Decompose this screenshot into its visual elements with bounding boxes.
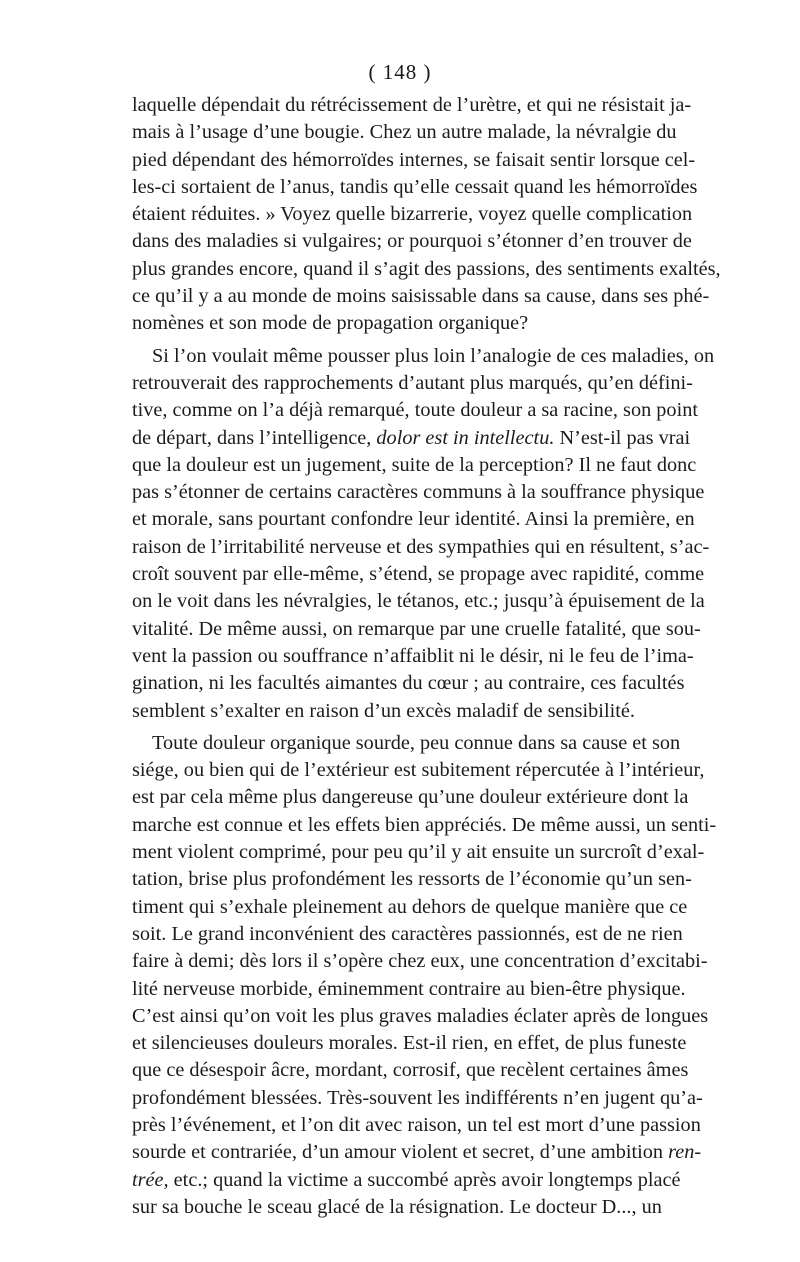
text-line: C’est ainsi qu’on voit les plus graves maladies éclater après de longues <box>132 1004 709 1027</box>
text-line: étaient réduites. » Voyez quelle bizarrerie, voyez quelle complication <box>132 203 693 226</box>
text-line: gination, ni les facultés aimantes du cœur ; au contraire, ces facultés <box>132 672 685 695</box>
text-line: raison de l’irritabilité nerveuse et des sympathies qui en résultent, s’ac- <box>132 535 710 558</box>
text-line: siége, ou bien qui de l’extérieur est subitement répercutée à l’intérieur, <box>132 759 705 782</box>
text-line: et silencieuses douleurs morales. Est-il rien, en effet, de plus funeste <box>132 1032 687 1055</box>
text-line: est par cela même plus dangereuse qu’une douleur extérieure dont la <box>132 786 689 809</box>
text-line: tation, brise plus profondément les ressorts de l’économie qu’un sen- <box>132 868 692 891</box>
text-line: sourde et contrariée, d’un amour violent et secret, d’une ambition ren- <box>132 1141 702 1164</box>
body-text <box>132 92 721 1221</box>
text-line: vent la passion ou souffrance n’affaiblit ni le désir, ni le feu de l’ima- <box>132 644 694 667</box>
text-line: tive, comme on l’a déjà remarqué, toute douleur a sa racine, son point <box>132 399 698 422</box>
text-line: ment violent comprimé, pour peu qu’il y ait ensuite un surcroît d’exal- <box>132 841 705 864</box>
text-line: marche est connue et les effets bien appréciés. De même aussi, un senti- <box>132 813 717 836</box>
text-line: on le voit dans les névralgies, le tétanos, etc.; jusqu’à épuisement de la <box>132 590 705 613</box>
text-line: les-ci sortaient de l’anus, tandis qu’elle cessait quand les hémorroïdes <box>132 175 698 198</box>
text-line: et morale, sans pourtant confondre leur identité. Ainsi la première, en <box>132 508 695 531</box>
text-line: soit. Le grand inconvénient des caractères passionnés, est de ne rien <box>132 922 683 945</box>
text-line: nomènes et son mode de propagation organique? <box>132 312 529 335</box>
text-line: pas s’étonner de certains caractères communs à la souffrance physique <box>132 481 705 504</box>
text-line: ce qu’il y a au monde de moins saisissable dans sa cause, dans ses phé- <box>132 285 710 308</box>
text-line: plus grandes encore, quand il s’agit des passions, des sentiments exaltés, <box>132 257 721 280</box>
text-line: timent qui s’exhale pleinement au dehors de quelque manière que ce <box>132 895 688 918</box>
text-line: Toute douleur organique sourde, peu connue dans sa cause et son <box>152 731 681 754</box>
text-line: lité nerveuse morbide, éminemment contraire au bien-être physique. <box>132 977 686 1000</box>
text-line: mais à l’usage d’une bougie. Chez un autre malade, la névralgie du <box>132 121 677 144</box>
page-number: ( 148 ) <box>368 60 432 84</box>
text-line: retrouverait des rapprochements d’autant plus marqués, qu’en défini- <box>132 371 693 394</box>
text-line: dans des maladies si vulgaires; or pourquoi s’étonner d’en trouver de <box>132 230 692 253</box>
text-line: laquelle dépendait du rétrécissement de l’urètre, et qui ne résistait ja- <box>132 94 692 116</box>
text-line: vitalité. De même aussi, on remarque par une cruelle fatalité, que sou- <box>132 617 701 640</box>
text-line: près l’événement, et l’on dit avec raison, un tel est mort d’une passion <box>132 1113 701 1136</box>
text-line: sur sa bouche le sceau glacé de la résignation. Le docteur D..., un <box>132 1195 662 1218</box>
text-line: trée, etc.; quand la victime a succombé après avoir longtemps placé <box>132 1168 681 1191</box>
text-line: pied dépendant des hémorroïdes internes, se faisait sentir lorsque cel- <box>132 148 696 171</box>
text-line: que ce désespoir âcre, mordant, corrosif, que recèlent certaines âmes <box>132 1059 689 1082</box>
text-line: profondément blessées. Très-souvent les indifférents n’en jugent qu’a- <box>132 1086 703 1109</box>
text-line: faire à demi; dès lors il s’opère chez eux, une concentration d’excitabi- <box>132 950 708 973</box>
text-line: croît souvent par elle-même, s’étend, se propage avec rapidité, comme <box>132 563 705 586</box>
text-line: semblent s’exalter en raison d’un excès maladif de sensibilité. <box>132 699 635 722</box>
text-line: Si l’on voulait même pousser plus loin l’analogie de ces maladies, on <box>152 344 715 367</box>
text-line: de départ, dans l’intelligence, dolor est in intellectu. N’est-il pas vrai <box>132 426 691 449</box>
text-line: que la douleur est un jugement, suite de la perception? Il ne faut donc <box>132 453 697 476</box>
